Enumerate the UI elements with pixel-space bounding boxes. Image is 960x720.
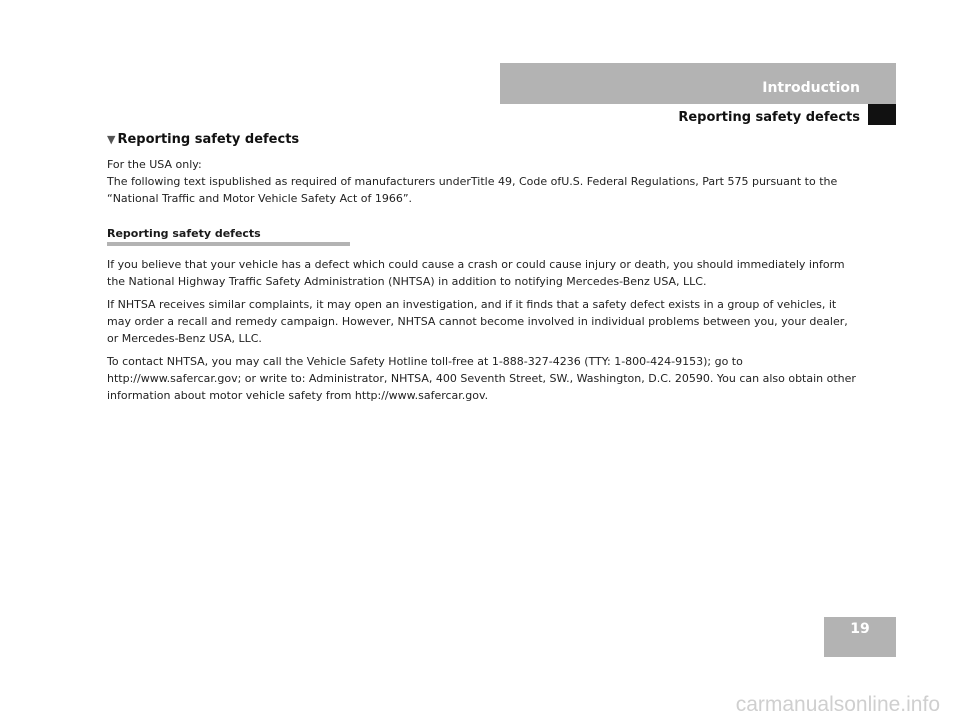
- body-paragraph: To contact NHTSA, you may call the Vehicle Safety Hotline toll-free at 1-888-327-4236 (TTY: 1-800-424-9153); go to http://www.safercar.gov; or write to: Administrator, NHTSA, 400 Seventh Street, SW., Washington, D.C. 20590. You can also obtain other information about motor vehicle safety from http://www.safercar.gov.: [107, 355, 856, 402]
- section-heading-text: Reporting safety defects: [117, 132, 300, 147]
- header-bar: [500, 63, 896, 104]
- page-number-box: [824, 617, 896, 657]
- body-paragraph: If NHTSA receives similar complaints, it may open an investigation, and if it finds that a safety defect exists in a group of vehicles, it may order a recall and remedy campaign. However, NHTSA cannot become involved in individual problems between you, your dealer, or Mercedes-Benz USA, LLC.: [107, 298, 848, 345]
- section-subtitle: Reporting safety defects: [678, 110, 860, 125]
- watermark: carmanualsonline.info: [735, 693, 940, 716]
- page-number: 19: [850, 621, 870, 637]
- intro-text: [107, 156, 862, 207]
- triangle-down-icon: ▼: [107, 133, 116, 146]
- body-paragraph: If you believe that your vehicle has a defect which could cause a crash or could cause injury or death, you should immediately inform the National Highway Traffic Safety Administration (NHTSA) in addition to notifying Mercedes-Benz USA, LLC.: [107, 258, 845, 288]
- intro-line: The following text ispublished as required of manufacturers underTitle 49, Code ofU.S. Federal Regulations, Part 575 pursuant to the “National Traffic and Motor Vehicle Safety Act of 1966”.: [107, 175, 838, 205]
- section-heading: [107, 132, 862, 147]
- chapter-title: Introduction: [762, 80, 860, 96]
- main-content: [107, 132, 862, 410]
- intro-line: For the USA only:: [107, 158, 202, 171]
- subheading: Reporting safety defects: [107, 227, 350, 246]
- header-marker-block: [868, 104, 896, 125]
